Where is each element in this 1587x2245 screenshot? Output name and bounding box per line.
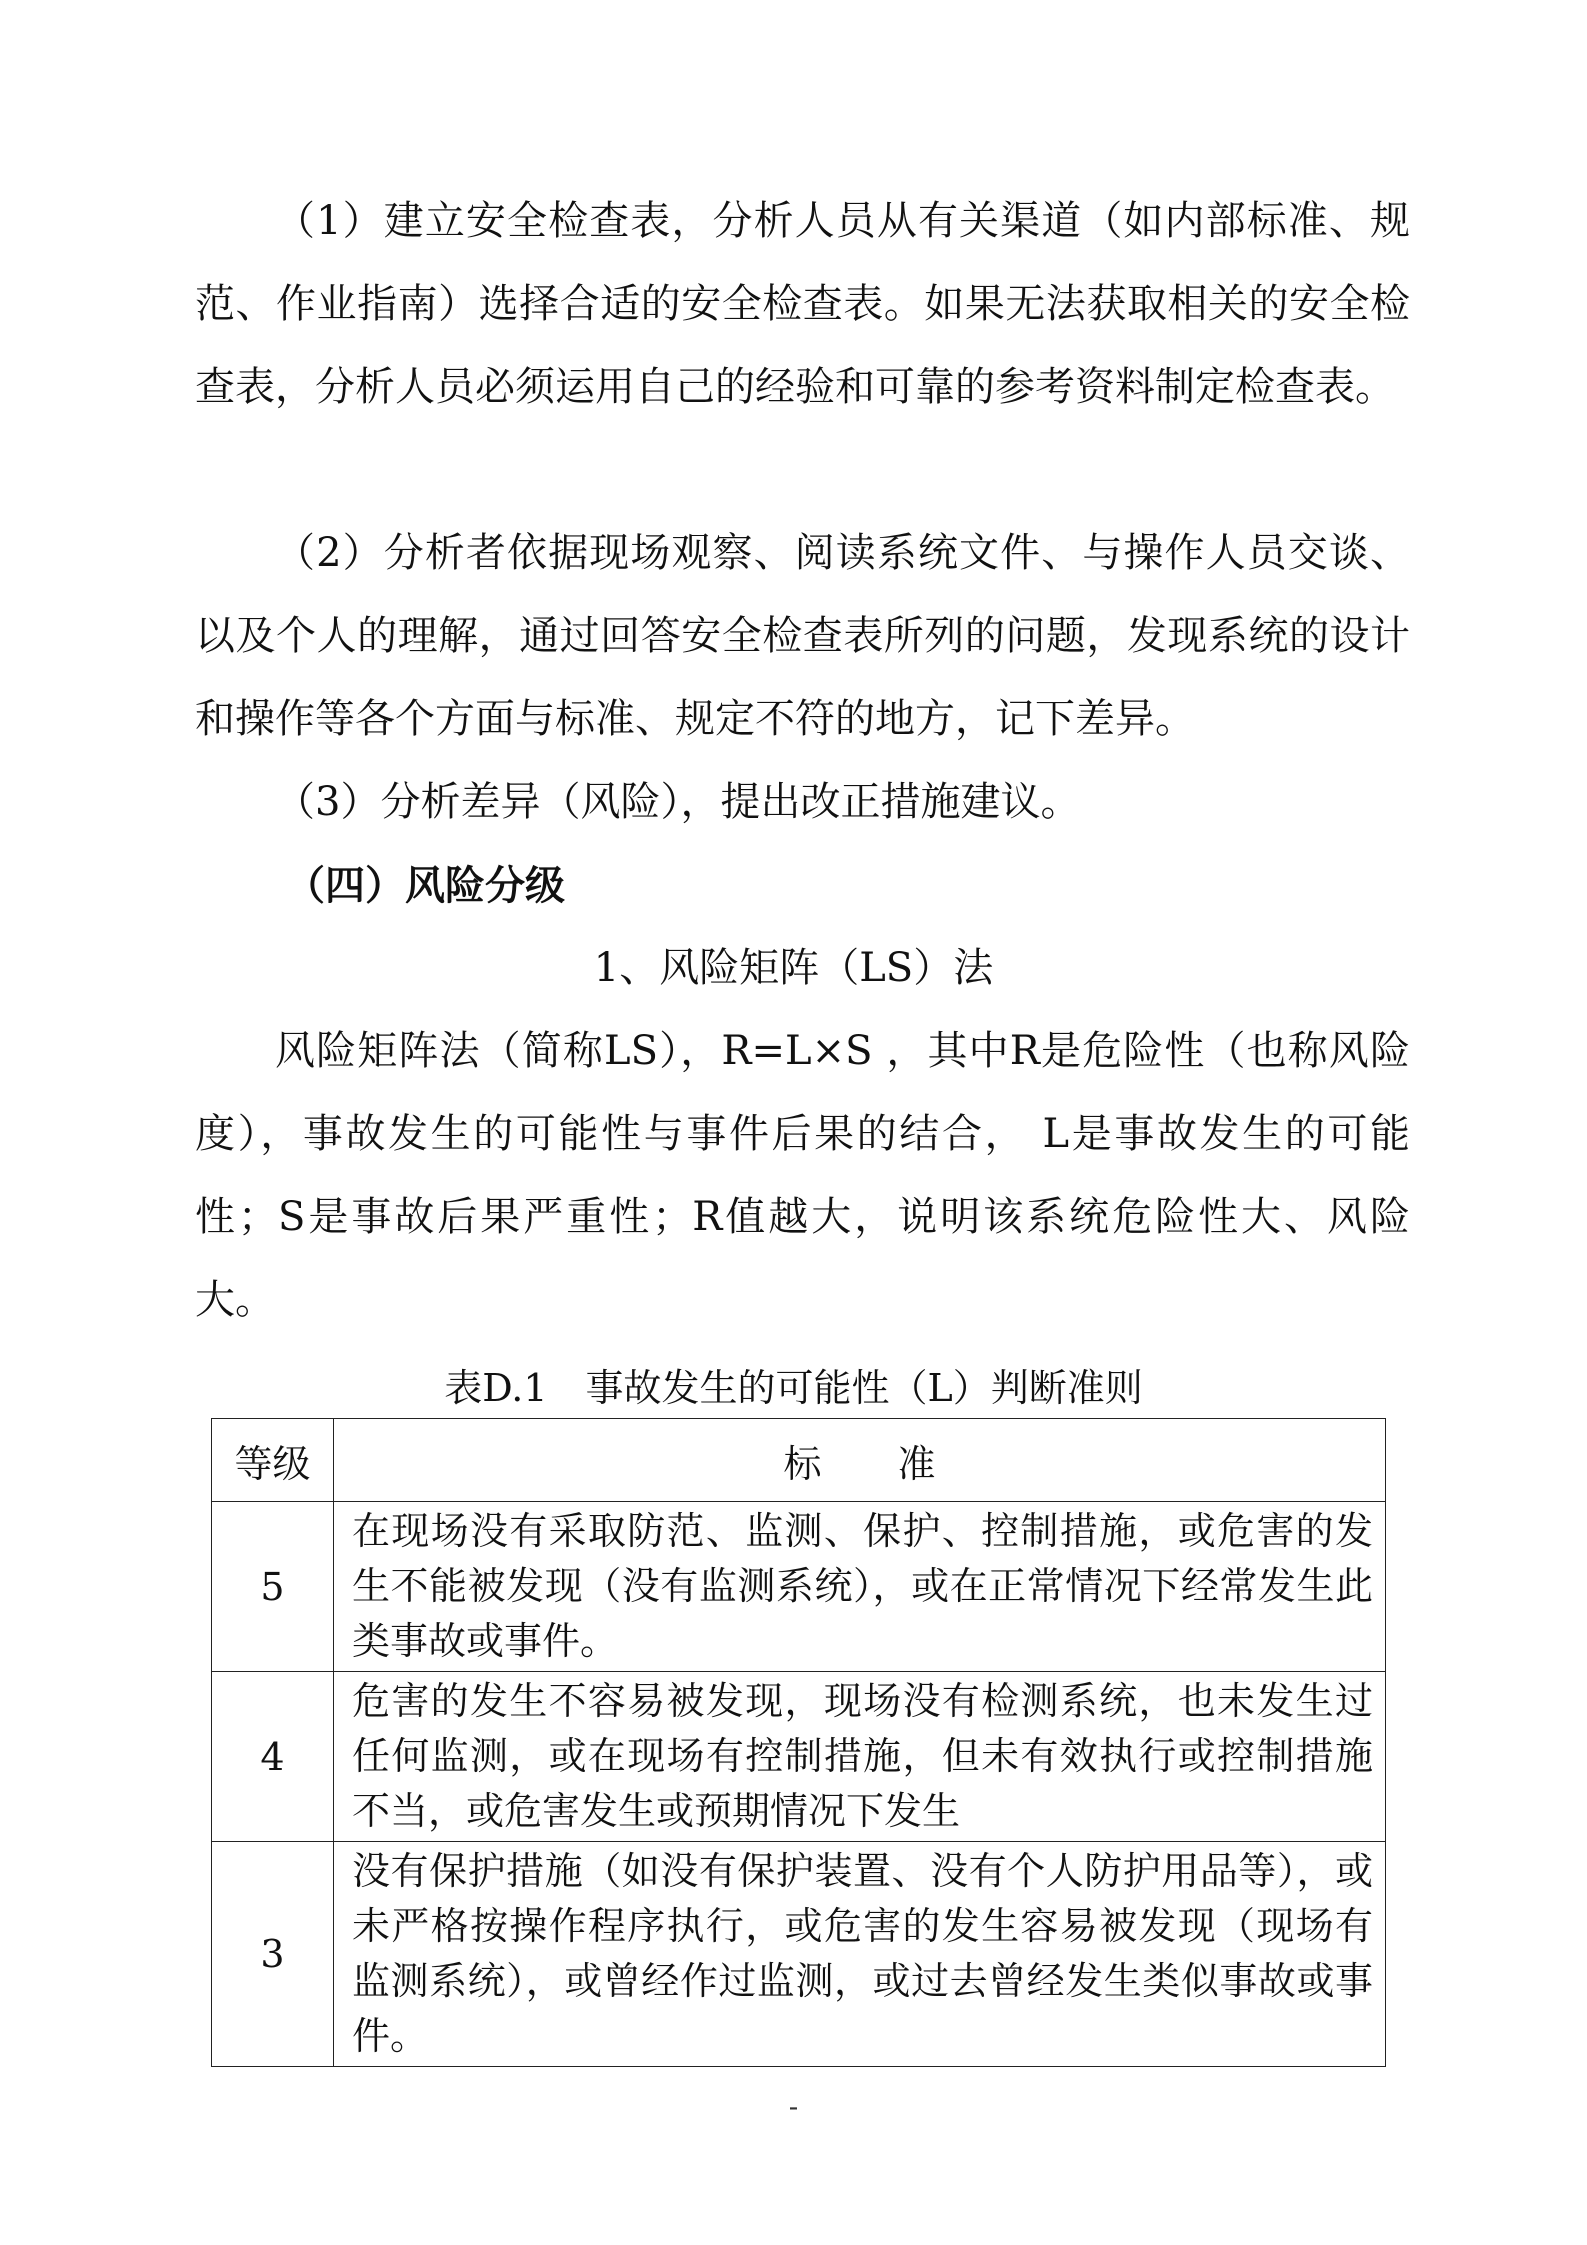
table-row <box>212 1842 1386 2067</box>
table-caption: 表D.1 事故发生的可能性（L）判断准则 <box>444 1366 1143 1410</box>
subsection-title: 1、风险矩阵（LS）法 <box>593 945 994 991</box>
row-level: 3 <box>212 1842 334 2067</box>
row-criteria: 没有保护措施（如没有保护装置、没有个人防护用品等），或未严格按操作程序执行，或危害的发生容易被发现（现场有监测系统），或曾经作过监测，或过去曾经发生类似事故或事件。 <box>334 1842 1386 2067</box>
page-number-marker: - <box>788 2090 799 2123</box>
paragraph-step-3: （3）分析差异（风险），提出改正措施建议。 <box>275 779 1081 825</box>
header-level: 等级 <box>212 1419 334 1502</box>
table-row <box>212 1672 1386 1842</box>
paragraph-step-1: （1）建立安全检查表，分析人员从有关渠道（如内部标准、规范、作业指南）选择合适的安全检查表。如果无法获取相关的安全检查表，分析人员必须运用自己的经验和可靠的参考资料制定检查表。 <box>195 198 1410 410</box>
row-level: 4 <box>212 1672 334 1842</box>
section-heading: （四）风险分级 <box>285 862 565 909</box>
table-row <box>212 1502 1386 1672</box>
table-header-row <box>212 1419 1386 1502</box>
row-criteria: 危害的发生不容易被发现，现场没有检测系统，也未发生过任何监测，或在现场有控制措施，但未有效执行或控制措施不当，或危害发生或预期情况下发生 <box>334 1672 1386 1842</box>
intro-paragraph: 风险矩阵法（简称LS），R=L×S ，其中R是危险性（也称风险度），事故发生的可能性与事件后果的结合， L是事故发生的可能性；S是事故后果严重性；R值越大，说明该系统危险性大、风险大。 <box>195 1028 1410 1323</box>
row-level: 5 <box>212 1502 334 1672</box>
row-criteria: 在现场没有采取防范、监测、保护、控制措施，或危害的发生不能被发现（没有监测系统），或在正常情况下经常发生此类事故或事件。 <box>334 1502 1386 1672</box>
likelihood-criteria-table <box>211 1418 1386 2067</box>
header-criteria: 标 准 <box>334 1419 1386 1502</box>
paragraph-step-2: （2）分析者依据现场观察、阅读系统文件、与操作人员交谈、以及个人的理解，通过回答安全检查表所列的问题，发现系统的设计和操作等各个方面与标准、规定不符的地方，记下差异。 <box>195 530 1410 742</box>
